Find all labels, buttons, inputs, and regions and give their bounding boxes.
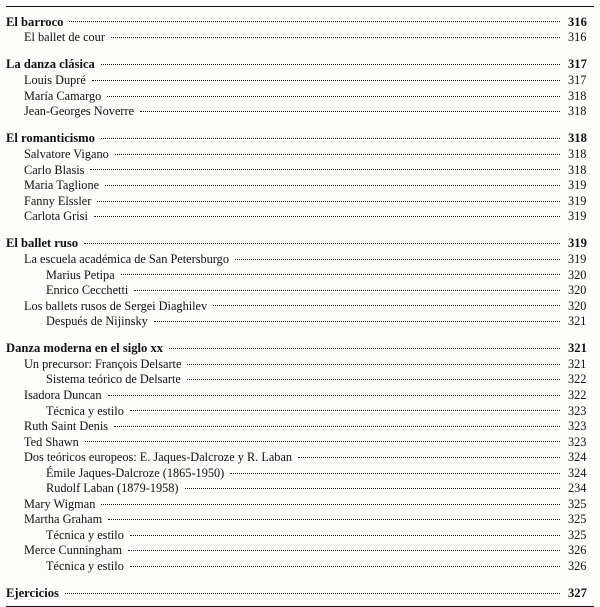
toc-entry[interactable]: [6, 464, 594, 480]
toc-entry-label: El ballet ruso: [6, 236, 79, 251]
toc-leader-dots: [128, 542, 560, 554]
toc-entry[interactable]: [6, 297, 594, 313]
toc-entry[interactable]: [6, 480, 594, 496]
toc-group: [6, 234, 594, 328]
toc-entry-label: Después de Nijinsky: [46, 314, 148, 329]
toc-leader-dots: [130, 402, 560, 414]
toc-entry-page-number: 326: [568, 543, 587, 558]
toc-entry-page-number: 323: [568, 419, 587, 434]
toc-leader-dots: [92, 72, 560, 84]
toc-entry[interactable]: [6, 56, 594, 72]
toc-entry-label: Ted Shawn: [24, 434, 79, 449]
toc-entry-label: Mary Wigman: [24, 496, 96, 511]
toc-entry-page-number: 325: [568, 496, 587, 511]
toc-entry[interactable]: [6, 496, 594, 512]
toc-entry[interactable]: [6, 356, 594, 372]
toc-entry-label: Ruth Saint Denis: [24, 419, 109, 434]
top-rule: [6, 6, 594, 7]
toc-entry[interactable]: [6, 177, 594, 193]
toc-entry-label: Carlo Blasis: [24, 162, 85, 177]
toc-entry[interactable]: [6, 371, 594, 387]
toc-entry[interactable]: [6, 87, 594, 103]
toc-entry-page-number: 325: [568, 527, 587, 542]
toc-group: [6, 584, 594, 600]
toc-entry[interactable]: [6, 558, 594, 574]
toc-entry[interactable]: [6, 433, 594, 449]
toc-entry-page-number: 325: [568, 512, 587, 527]
toc-leader-dots: [84, 234, 560, 247]
toc-entry-label: Técnica y estilo: [46, 403, 124, 418]
toc-leader-dots: [187, 371, 560, 383]
toc-entry-page-number: 327: [568, 585, 587, 600]
toc-entry[interactable]: [6, 402, 594, 418]
toc-entry-page-number: 324: [568, 450, 587, 465]
toc-entry-label: La danza clásica: [6, 57, 95, 72]
toc-leader-dots: [121, 266, 560, 278]
toc-entry-label: Maria Taglione: [24, 178, 100, 193]
toc-entry[interactable]: [6, 418, 594, 434]
toc-entry-label: Jean-Georges Noverre: [24, 104, 135, 119]
toc-entry-page-number: 322: [568, 387, 587, 402]
toc-leader-dots: [101, 130, 560, 143]
toc-entry-label: Louis Dupré: [24, 73, 86, 88]
toc-leader-dots: [90, 161, 560, 173]
toc-leader-dots: [114, 418, 560, 430]
toc-entry-page-number: 318: [568, 147, 587, 162]
toc-entry-page-number: 317: [568, 73, 587, 88]
toc-entry-page-number: 318: [568, 104, 587, 119]
toc-entry-page-number: 321: [568, 356, 587, 371]
toc-entry-page-number: 321: [568, 314, 587, 329]
toc-leader-dots: [65, 584, 560, 597]
toc-leader-dots: [154, 313, 560, 325]
toc-leader-dots: [213, 297, 560, 309]
toc-entry[interactable]: [6, 584, 594, 600]
toc-entry-label: El ballet de cour: [24, 30, 105, 45]
toc-entry-label: Émile Jaques-Dalcroze (1865-1950): [46, 465, 225, 480]
toc-entry-label: Enrico Cecchetti: [46, 283, 129, 298]
toc-leader-dots: [134, 282, 560, 294]
toc-entry-label: Fanny Elssler: [24, 193, 92, 208]
toc-entry[interactable]: [6, 542, 594, 558]
toc-entry-page-number: 319: [568, 193, 587, 208]
toc-entry-label: Rudolf Laban (1879-1958): [46, 481, 179, 496]
toc-entry-label: Técnica y estilo: [46, 559, 124, 573]
toc-entry-page-number: 320: [568, 267, 587, 282]
toc-leader-dots: [97, 192, 560, 204]
toc-leader-dots: [130, 527, 560, 539]
toc-leader-dots: [101, 496, 560, 508]
toc-entry-page-number: 320: [568, 283, 587, 298]
toc-entry[interactable]: [6, 449, 594, 465]
toc-group: [6, 56, 594, 119]
toc-entry-label: Los ballets rusos de Sergei Diaghilev: [24, 298, 208, 313]
toc-entry-page-number: 316: [568, 14, 587, 29]
toc-entry-label: Salvatore Vigano: [24, 147, 109, 162]
toc-leader-dots: [69, 13, 560, 26]
toc-entry-label: Isadora Duncan: [24, 387, 102, 402]
toc-entry-label: Un precursor: François Delsarte: [24, 356, 182, 371]
toc-entry-page-number: 319: [568, 236, 587, 251]
toc-entry[interactable]: [6, 387, 594, 403]
toc-leader-dots: [298, 449, 560, 461]
toc-entry-label: La escuela académica de San Petersburgo: [24, 251, 229, 266]
toc-entry-page-number: 323: [568, 434, 587, 449]
toc-group: [6, 13, 594, 45]
toc-leader-dots: [108, 511, 560, 523]
toc-leader-dots: [185, 480, 560, 492]
toc-entry[interactable]: [6, 208, 594, 224]
toc-group: [6, 339, 594, 573]
toc-leader-dots: [115, 146, 560, 158]
toc-entry[interactable]: [6, 130, 594, 146]
toc-entry-label: Martha Graham: [24, 512, 103, 527]
toc-entry[interactable]: [6, 511, 594, 527]
toc-leader-dots: [105, 177, 560, 189]
toc-leader-dots: [107, 87, 560, 99]
toc-leader-dots: [111, 29, 560, 41]
toc-leader-dots: [235, 251, 560, 263]
toc-leader-dots: [130, 558, 560, 570]
toc-entry-page-number: 321: [568, 341, 587, 355]
toc-leader-dots: [108, 387, 560, 399]
toc-entry-page-number: 326: [568, 559, 587, 573]
toc-leader-dots: [169, 339, 560, 352]
toc-entry-page-number: 319: [568, 251, 587, 266]
toc-entry-page-number: 319: [568, 178, 587, 193]
toc-entry-label: El barroco: [6, 14, 64, 29]
toc-group: [6, 130, 594, 224]
toc-leader-dots: [230, 464, 560, 476]
toc-leader-dots: [101, 56, 560, 69]
toc-leader-dots: [187, 356, 560, 368]
toc-entry[interactable]: [6, 313, 594, 329]
toc-entry[interactable]: [6, 234, 594, 250]
toc-entry[interactable]: [6, 161, 594, 177]
toc-entry-page-number: 318: [568, 88, 587, 103]
toc-entry-page-number: 318: [568, 131, 587, 146]
toc-entry-page-number: 317: [568, 57, 587, 72]
toc-entry-label: Merce Cunningham: [24, 543, 123, 558]
toc-entry[interactable]: [6, 527, 594, 543]
toc-entry-label: Danza moderna en el siglo xx: [6, 341, 164, 355]
toc-entry-label: El romanticismo: [6, 131, 95, 146]
toc-entry[interactable]: [6, 282, 594, 298]
toc-entry[interactable]: [6, 13, 594, 29]
toc-leader-dots: [140, 103, 560, 115]
toc-entry[interactable]: [6, 251, 594, 267]
toc-entry-page-number: 320: [568, 298, 587, 313]
toc-entry-label: María Camargo: [24, 88, 102, 103]
toc-entry-label: Ejercicios: [6, 585, 59, 600]
toc-entry-page-number: 316: [568, 30, 587, 45]
toc-entry-page-number: 318: [568, 162, 587, 177]
toc-entry-label: Dos teóricos europeos: E. Jaques-Dalcroze y R. Laban: [24, 450, 293, 465]
toc-entry-label: Carlota Grisi: [24, 209, 88, 224]
toc-entry-label: Sistema teórico de Delsarte: [46, 372, 181, 387]
toc-leader-dots: [85, 433, 560, 445]
toc-entry[interactable]: [6, 339, 594, 355]
toc-entry-page-number: 234: [568, 481, 587, 496]
toc-entry[interactable]: [6, 72, 594, 88]
toc-entry[interactable]: [6, 29, 594, 45]
toc-entry-label: Técnica y estilo: [46, 527, 124, 542]
toc-entry[interactable]: [6, 146, 594, 162]
toc-entry[interactable]: [6, 103, 594, 119]
toc-entry-page-number: 322: [568, 372, 587, 387]
toc-leader-dots: [94, 208, 560, 220]
toc-entry-page-number: 323: [568, 403, 587, 418]
toc-entry-page-number: 324: [568, 465, 587, 480]
toc-entry-label: Marius Petipa: [46, 267, 115, 282]
toc-entry-page-number: 319: [568, 209, 587, 224]
toc-entry[interactable]: [6, 192, 594, 208]
toc-entry[interactable]: [6, 266, 594, 282]
table-of-contents: [6, 13, 594, 600]
